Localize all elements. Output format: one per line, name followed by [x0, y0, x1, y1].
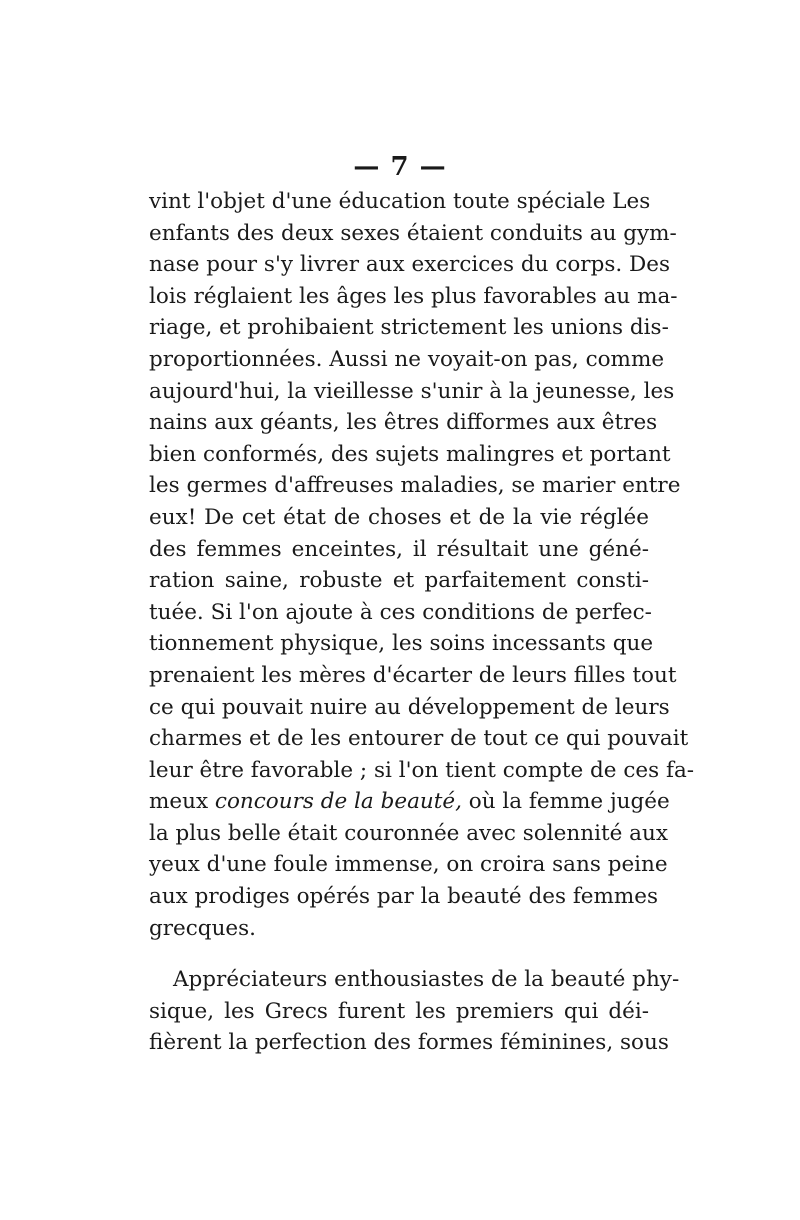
text-line: les germes d'affreuses maladies, se marier entre — [149, 473, 681, 499]
text-line: charmes et de les entourer de tout ce qui pouvait — [149, 726, 689, 752]
text-line: proportionnées. Aussi ne voyait-on pas, comme — [149, 346, 665, 372]
text-line: prenaient les mères d'écarter de leurs filles tout — [149, 662, 677, 688]
italic-phrase: concours de la beauté, — [214, 789, 462, 815]
text-line: leur être favorable ; si l'on tient compte de ces fa- — [149, 757, 695, 783]
text-line: la plus belle était couronnée avec solennité aux — [149, 820, 668, 846]
text-line: fièrent la perfection des formes féminines, sous — [149, 1030, 669, 1056]
text-line: sique, les Grecs furent les premiers qui déi- — [149, 998, 649, 1024]
paragraph-gap — [149, 944, 649, 964]
text-line: nase pour s'y livrer aux exercices du corps. Des — [149, 252, 671, 278]
text-line: riage, et prohibaient strictement les unions dis- — [149, 315, 669, 341]
text-fragment: où la femme jugée — [461, 789, 670, 815]
text-line: tionnement physique, les soins incessants que — [149, 631, 654, 657]
text-line: Appréciateurs enthousiastes de la beauté phy- — [173, 967, 680, 993]
text-line: tuée. Si l'on ajoute à ces conditions de perfec- — [149, 599, 652, 625]
text-line: vint l'objet d'une éducation toute spéciale Les — [149, 189, 651, 214]
text-line: yeux d'une foule immense, on croira sans peine — [149, 852, 668, 878]
page-number: — 7 — — [353, 152, 447, 182]
text-line: bien conformés, des sujets malingres et portant — [149, 441, 671, 467]
body-text — [149, 186, 695, 1059]
text-line: ce qui pouvait nuire au développement de leurs — [149, 694, 670, 720]
text-line: enfants des deux sexes étaient conduits au gym- — [149, 220, 677, 246]
text-fragment: meux — [149, 789, 215, 815]
text-line: lois réglaient les âges les plus favorables au ma- — [149, 283, 678, 309]
text-line: nains aux géants, les êtres difformes aux êtres — [149, 410, 658, 436]
text-line-italic-phrase — [149, 786, 670, 818]
text-line: grecques. — [149, 915, 257, 941]
text-line: des femmes enceintes, il résultait une géné- — [149, 536, 649, 562]
text-line: aux prodiges opérés par la beauté des femmes — [149, 884, 659, 910]
text-line: eux! De cet état de choses et de la vie réglée — [149, 504, 649, 530]
text-line: ration saine, robuste et parfaitement consti- — [149, 568, 649, 594]
text-line: aujourd'hui, la vieillesse s'unir à la jeunesse, les — [149, 378, 675, 404]
